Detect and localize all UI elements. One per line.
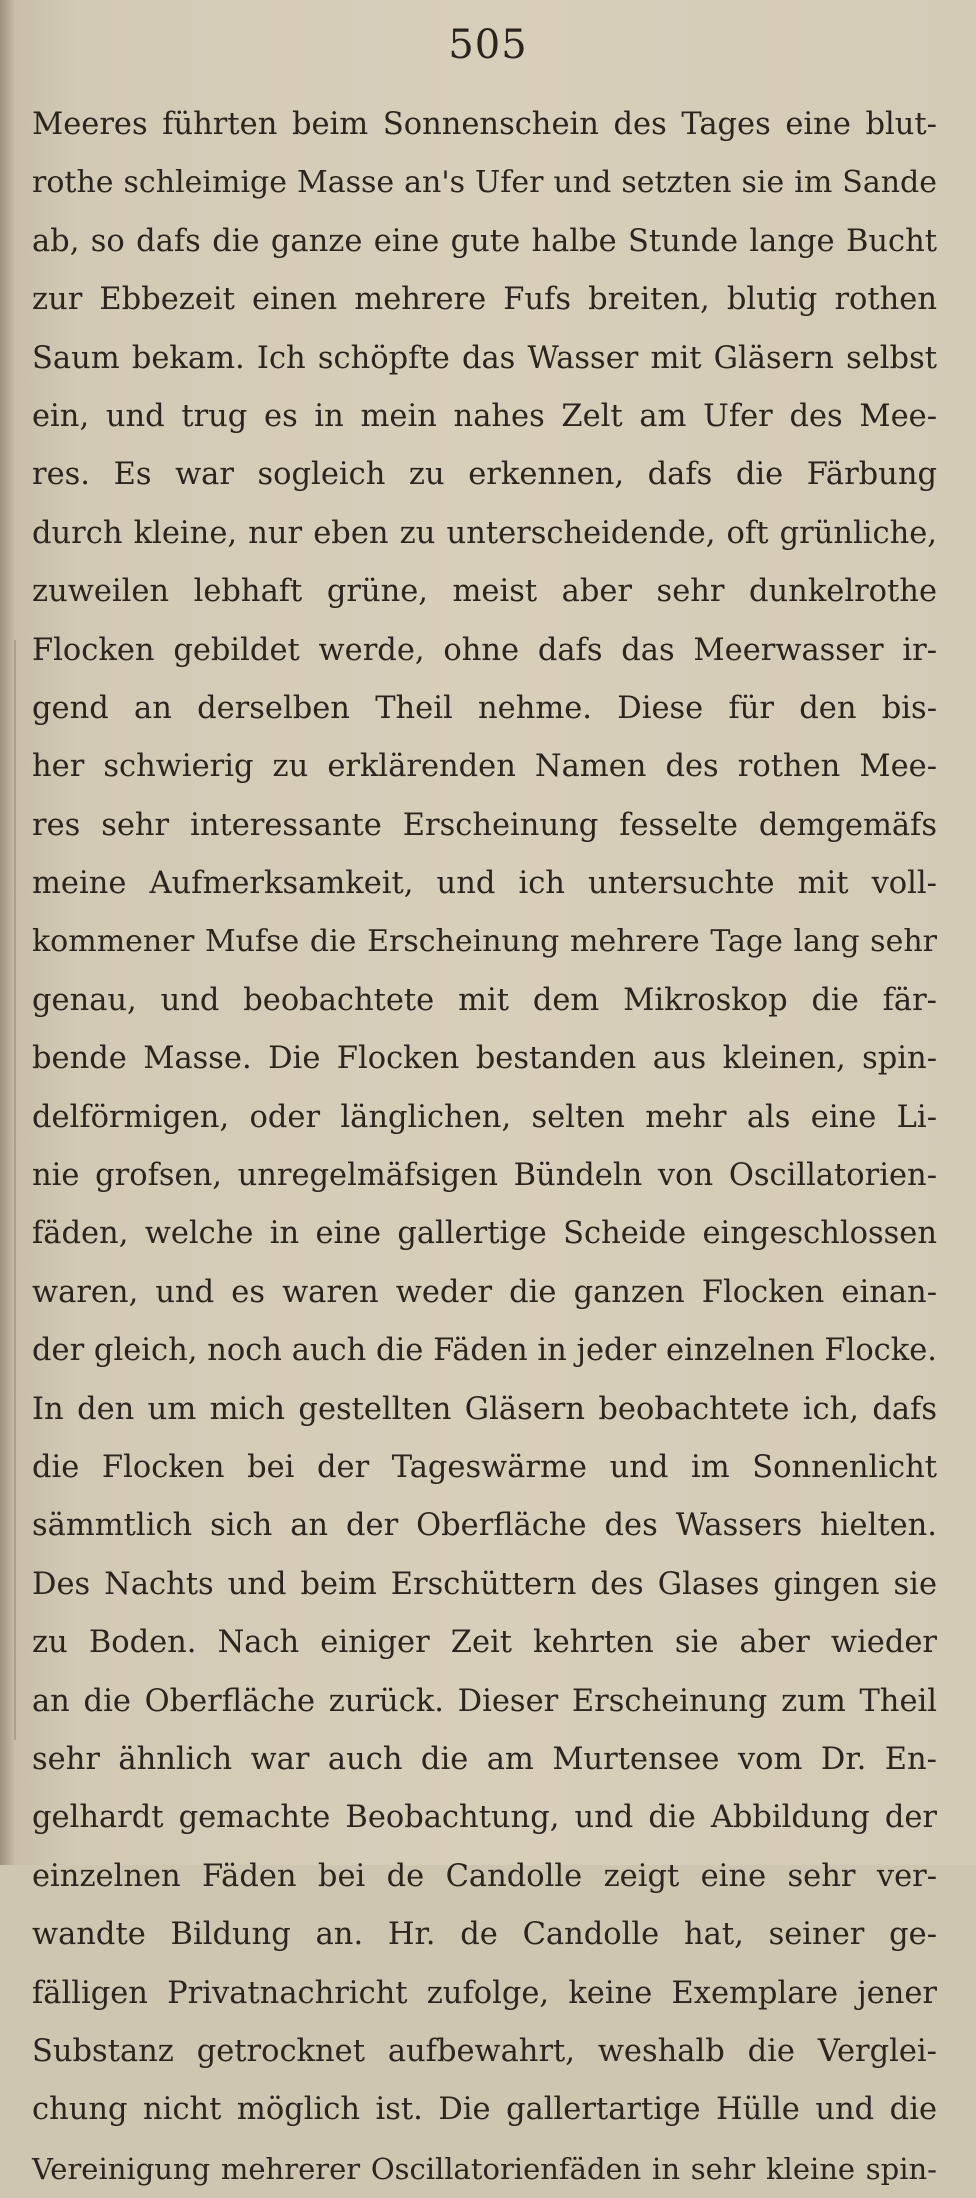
text-line: fälligen Privatnachricht zufolge, keine Exemplare jener	[32, 1975, 937, 2011]
text-line: waren, und es waren weder die ganzen Flocken einan-	[32, 1274, 937, 1310]
text-line: res sehr interessante Erscheinung fesselte demgemäfs	[32, 807, 937, 843]
text-line: Flocken gebildet werde, ohne dafs das Meerwasser ir-	[32, 632, 937, 668]
text-line: nie grofsen, unregelmäfsigen Bündeln von Oscillatorien-	[32, 1158, 937, 1194]
text-line: zuweilen lebhaft grüne, meist aber sehr dunkelrothe	[32, 574, 937, 610]
text-line: Saum bekam. Ich schöpfte das Wasser mit Gläsern selbst	[32, 340, 937, 376]
text-line: gelhardt gemachte Beobachtung, und die Abbildung der	[32, 1800, 937, 1836]
text-line: Des Nachts und beim Erschüttern des Glases gingen sie	[32, 1566, 937, 1602]
text-line: zu Boden. Nach einiger Zeit kehrten sie aber wieder	[32, 1625, 937, 1661]
text-line: delförmigen, oder länglichen, selten mehr als eine Li-	[32, 1099, 937, 1135]
text-line: wandte Bildung an. Hr. de Candolle hat, seiner ge-	[32, 1917, 937, 1953]
text-line: bende Masse. Die Flocken bestanden aus kleinen, spin-	[32, 1041, 937, 1077]
text-line: kommener Mufse die Erscheinung mehrere Tage lang sehr	[32, 924, 937, 960]
text-line: ein, und trug es in mein nahes Zelt am Ufer des Mee-	[32, 398, 937, 434]
body-text	[32, 96, 937, 2198]
text-line: der gleich, noch auch die Fäden in jeder einzelnen Flocke.	[32, 1333, 937, 1369]
text-line: ab, so dafs die ganze eine gute halbe Stunde lange Bucht	[32, 223, 937, 259]
text-line: chung nicht möglich ist. Die gallertartige Hülle und die	[32, 2092, 937, 2128]
text-line: meine Aufmerksamkeit, und ich untersuchte mit voll-	[32, 866, 937, 902]
page-gutter-shadow	[0, 0, 14, 1865]
text-line: durch kleine, nur eben zu unterscheidende, oft grünliche,	[32, 515, 937, 551]
page-margin-rule	[14, 640, 16, 1740]
text-line: Meeres führten beim Sonnenschein des Tages eine blut-	[32, 107, 937, 142]
text-line: Vereinigung mehrerer Oscillatorienfäden in sehr kleine spin-	[32, 2151, 937, 2186]
text-line: res. Es war sogleich zu erkennen, dafs die Färbung	[32, 457, 937, 493]
text-line: einzelnen Fäden bei de Candolle zeigt eine sehr ver-	[32, 1858, 937, 1894]
text-line: genau, und beobachtete mit dem Mikroskop die fär-	[32, 982, 937, 1018]
text-line: In den um mich gestellten Gläsern beobachtete ich, dafs	[32, 1391, 937, 1427]
text-line: sämmtlich sich an der Oberfläche des Wassers hielten.	[32, 1508, 937, 1544]
text-line: an die Oberfläche zurück. Dieser Erscheinung zum Theil	[32, 1683, 937, 1719]
page-number: 505	[448, 22, 528, 68]
text-line: zur Ebbezeit einen mehrere Fufs breiten, blutig rothen	[32, 282, 937, 318]
text-line: die Flocken bei der Tageswärme und im Sonnenlicht	[32, 1449, 937, 1485]
text-line: gend an derselben Theil nehme. Diese für den bis-	[32, 690, 937, 726]
text-line: fäden, welche in eine gallertige Scheide eingeschlossen	[32, 1216, 937, 1252]
text-line: her schwierig zu erklärenden Namen des rothen Mee-	[32, 749, 937, 785]
text-line: sehr ähnlich war auch die am Murtensee vom Dr. En-	[32, 1741, 937, 1777]
text-line: rothe schleimige Masse an's Ufer und setzten sie im Sande	[32, 165, 937, 201]
text-line: Substanz getrocknet aufbewahrt, weshalb die Verglei-	[32, 2033, 937, 2069]
